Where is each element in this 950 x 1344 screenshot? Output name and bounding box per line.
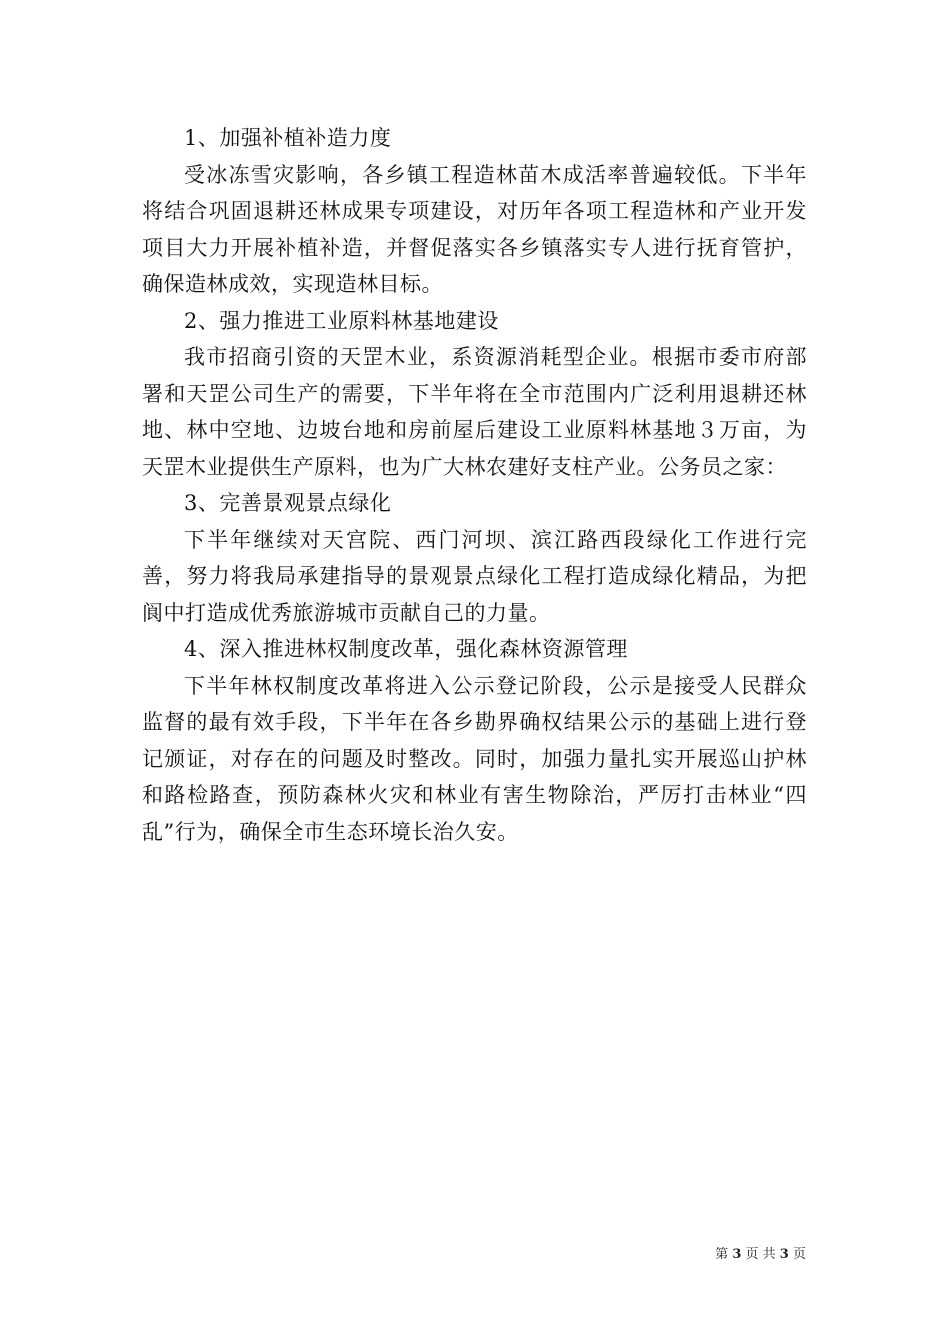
section-paragraph-1: 受冰冻雪灾影响，各乡镇工程造林苗木成活率普遍较低。下半年将结合巩固退耕还林成果专项建设，对历年各项工程造林和产业开发项目大力开展补植补造，并督促落实各乡镇落实专人进行抚育管护，确保造林成效，实现造林目标。 [142, 162, 807, 296]
section-paragraph-4: 下半年林权制度改革将进入公示登记阶段，公示是接受人民群众监督的最有效手段，下半年在各乡勘界确权结果公示的基础上进行登记颁证，对存在的问题及时整改。同时，加强力量扎实开展巡山护林和路检路查，预防森林火灾和林业有害生物除治，严厉打击林业“四乱”行为，确保全市生态环境长治久安。 [142, 673, 807, 844]
footer-suffix: 页 [792, 1247, 806, 1262]
section-heading-1: 1、加强补植补造力度 [184, 126, 392, 150]
section-heading-3: 3、完善景观景点绿化 [184, 491, 392, 515]
footer-middle: 页 共 [745, 1247, 776, 1262]
footer-total-pages: 3 [779, 1247, 789, 1262]
section-heading-2: 2、强力推进工业原料林基地建设 [184, 308, 499, 333]
section-paragraph-2: 我市招商引资的天罡木业，系资源消耗型企业。根据市委市府部署和天罡公司生产的需要，下半年将在全市范围内广泛利用退耕还林地、林中空地、边坡台地和房前屋后建设工业原料林基地３万亩，为天罡木业提供生产原料，也为广大林农建好支柱产业。公务员之家： [142, 345, 807, 479]
document-body [142, 120, 807, 850]
section-heading-4: 4、深入推进林权制度改革，强化森林资源管理 [184, 637, 628, 661]
footer-prefix: 第 [715, 1247, 729, 1262]
section-paragraph-3: 下半年继续对天宫院、西门河坝、滨江路西段绿化工作进行完善，努力将我局承建指导的景观景点绿化工程打造成绿化精品，为把阆中打造成优秀旅游城市贡献自己的力量。 [142, 527, 807, 625]
page-number-footer [715, 1247, 806, 1263]
footer-current-page: 3 [732, 1247, 742, 1262]
